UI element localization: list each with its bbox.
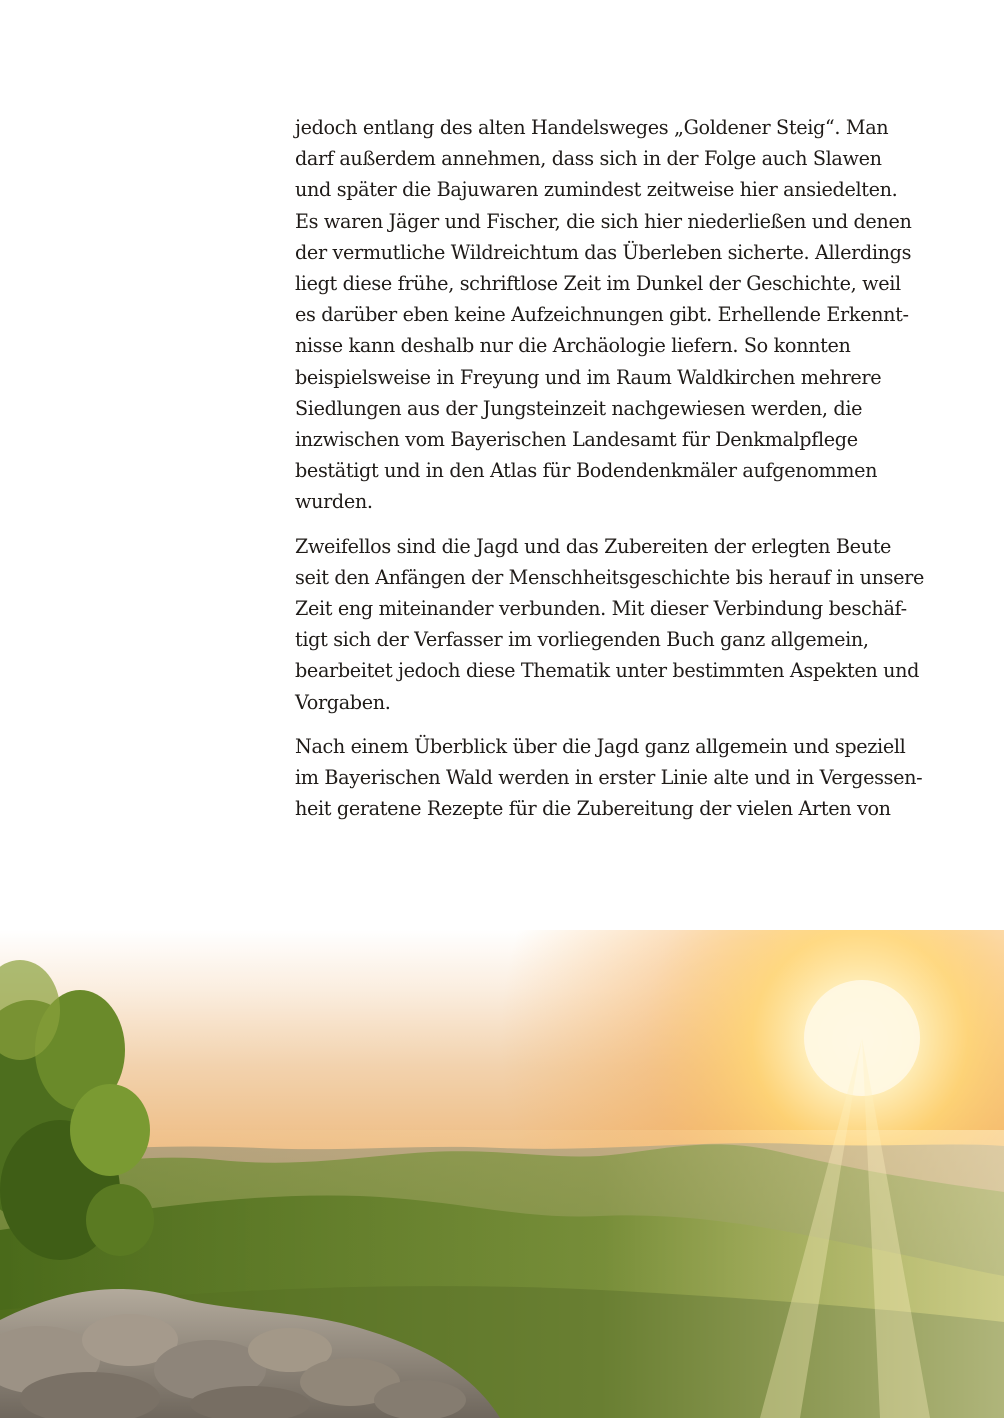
text-line: nisse kann deshalb nur die Archäologie liefern. So konnten [295, 334, 851, 358]
text-line: heit geratene Rezepte für die Zubereitung der vielen Arten von [295, 797, 891, 821]
paragraph-1 [295, 112, 912, 518]
text-line: inzwischen vom Bayerischen Landesamt für Denkmalpflege [295, 428, 858, 452]
text-line: Nach einem Überblick über die Jagd ganz allgemein und speziell [295, 734, 906, 758]
text-line: es darüber eben keine Aufzeichnungen gibt. Erhellende Erkennt- [295, 303, 909, 327]
text-line: Es waren Jäger und Fischer, die sich hier niederließen und denen [295, 209, 912, 233]
text-line: beispielsweise in Freyung und im Raum Waldkirchen mehrere [295, 365, 882, 389]
paragraph-3 [295, 731, 923, 825]
text-line: seit den Anfängen der Menschheitsgeschichte bis herauf in unsere [295, 565, 924, 589]
landscape-illustration [0, 930, 1004, 1418]
text-line: jedoch entlang des alten Handelsweges „Goldener Steig“. Man [295, 116, 889, 139]
text-line: darf außerdem annehmen, dass sich in der Folge auch Slawen [295, 147, 882, 171]
text-line: der vermutliche Wildreichtum das Überleben sicherte. Allerdings [295, 240, 912, 264]
text-line: Zweifellos sind die Jagd und das Zubereiten der erlegten Beute [295, 534, 892, 558]
landscape-photo [0, 930, 1004, 1418]
text-line: und später die Bajuwaren zumindest zeitweise hier ansiedelten. [295, 178, 898, 202]
text-line: wurden. [295, 490, 373, 514]
text-line: Zeit eng miteinander verbunden. Mit dieser Verbindung beschäf- [295, 597, 907, 621]
text-line: liegt diese frühe, schriftlose Zeit im Dunkel der Geschichte, weil [295, 272, 901, 296]
text-line: tigt sich der Verfasser im vorliegenden Buch ganz allgemein, [295, 628, 869, 652]
body-text [295, 112, 924, 824]
text-line: Siedlungen aus der Jungsteinzeit nachgewiesen werden, die [295, 396, 863, 420]
text-line: bearbeitet jedoch diese Thematik unter bestimmten Aspekten und [295, 659, 920, 683]
text-line: im Bayerischen Wald werden in erster Linie alte und in Vergessen- [295, 766, 923, 790]
paragraph-2 [295, 531, 924, 718]
text-line: Vorgaben. [295, 690, 391, 714]
text-line: bestätigt und in den Atlas für Bodendenkmäler aufgenommen [295, 459, 878, 483]
